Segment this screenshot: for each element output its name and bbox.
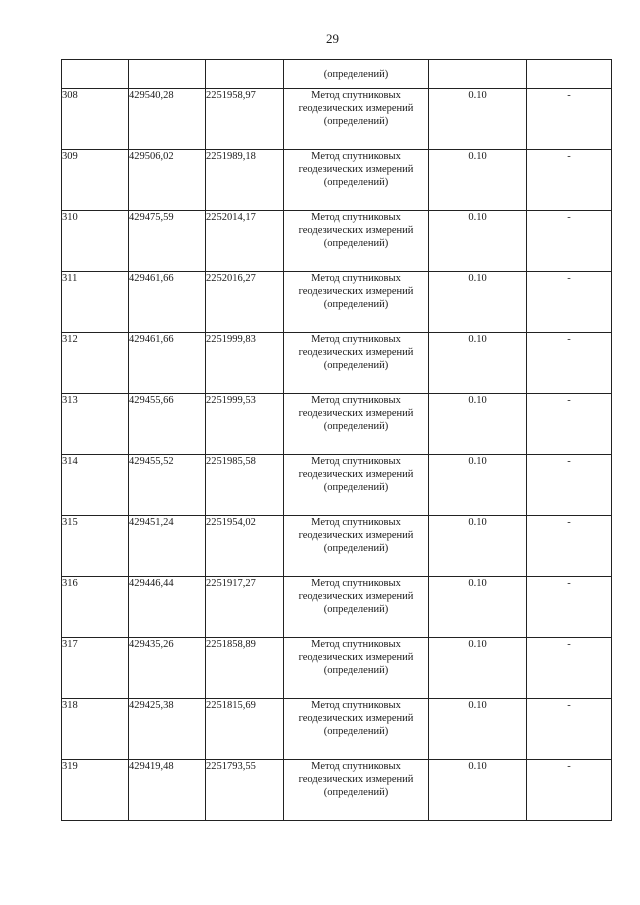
table-row <box>62 272 612 333</box>
table-row <box>62 89 612 150</box>
table-row <box>62 150 612 211</box>
table-cell-empty <box>206 60 284 89</box>
table-row <box>62 699 612 760</box>
method-line: (определений) <box>323 116 389 127</box>
method-line: геодезических измерений <box>298 774 414 785</box>
table-row <box>62 394 612 455</box>
y-coordinate-cell: 2252014,17 <box>206 211 284 272</box>
x-coordinate-cell: 429455,66 <box>129 394 206 455</box>
y-coordinate-cell: 2251858,89 <box>206 638 284 699</box>
method-cell <box>284 394 429 455</box>
x-coordinate-cell: 429455,52 <box>129 455 206 516</box>
dash-cell: - <box>527 638 612 699</box>
dash-cell: - <box>527 150 612 211</box>
page-number: 29 <box>326 31 339 46</box>
method-line: (определений) <box>323 421 389 432</box>
method-line: Метод спутниковых <box>311 151 401 162</box>
y-coordinate-cell: 2251999,83 <box>206 333 284 394</box>
point-number-cell: 317 <box>62 638 129 699</box>
dash-cell: - <box>527 699 612 760</box>
method-line: (определений) <box>323 726 389 737</box>
method-line: Метод спутниковых <box>311 334 401 345</box>
method-cell <box>284 333 429 394</box>
table-row <box>62 577 612 638</box>
method-line: (определений) <box>323 604 389 615</box>
method-cell <box>284 760 429 821</box>
accuracy-cell: 0.10 <box>429 455 527 516</box>
accuracy-cell: 0.10 <box>429 150 527 211</box>
x-coordinate-cell: 429461,66 <box>129 333 206 394</box>
dash-cell: - <box>527 211 612 272</box>
x-coordinate-cell: 429435,26 <box>129 638 206 699</box>
accuracy-cell: 0.10 <box>429 577 527 638</box>
method-cell <box>284 516 429 577</box>
dash-cell: - <box>527 455 612 516</box>
method-line: (определений) <box>323 482 389 493</box>
method-cell <box>284 638 429 699</box>
method-line: геодезических измерений <box>298 286 414 297</box>
point-number-cell: 316 <box>62 577 129 638</box>
point-number-cell: 319 <box>62 760 129 821</box>
table-row <box>62 455 612 516</box>
point-number-cell: 315 <box>62 516 129 577</box>
dash-cell: - <box>527 760 612 821</box>
point-number-cell: 311 <box>62 272 129 333</box>
x-coordinate-cell: 429425,38 <box>129 699 206 760</box>
y-coordinate-cell: 2251985,58 <box>206 455 284 516</box>
dash-cell: - <box>527 272 612 333</box>
point-number-cell: 313 <box>62 394 129 455</box>
method-line: геодезических измерений <box>298 591 414 602</box>
x-coordinate-cell: 429419,48 <box>129 760 206 821</box>
method-line: Метод спутниковых <box>311 761 401 772</box>
table-row <box>62 638 612 699</box>
method-line: Метод спутниковых <box>311 578 401 589</box>
accuracy-cell: 0.10 <box>429 89 527 150</box>
y-coordinate-cell: 2251958,97 <box>206 89 284 150</box>
point-number-cell: 310 <box>62 211 129 272</box>
accuracy-cell: 0.10 <box>429 394 527 455</box>
continuation-method-cell: (определений) <box>284 60 429 89</box>
table-row <box>62 516 612 577</box>
table-cell-empty <box>129 60 206 89</box>
y-coordinate-cell: 2251815,69 <box>206 699 284 760</box>
y-coordinate-cell: 2252016,27 <box>206 272 284 333</box>
point-number-cell: 308 <box>62 89 129 150</box>
method-line: (определений) <box>323 177 389 188</box>
method-line: Метод спутниковых <box>311 639 401 650</box>
method-line: (определений) <box>323 360 389 371</box>
accuracy-cell: 0.10 <box>429 211 527 272</box>
method-line: Метод спутниковых <box>311 517 401 528</box>
method-line: Метод спутниковых <box>311 90 401 101</box>
method-line: (определений) <box>323 665 389 676</box>
table-row <box>62 333 612 394</box>
accuracy-cell: 0.10 <box>429 272 527 333</box>
y-coordinate-cell: 2251793,55 <box>206 760 284 821</box>
accuracy-cell: 0.10 <box>429 699 527 760</box>
y-coordinate-cell: 2251999,53 <box>206 394 284 455</box>
method-line: Метод спутниковых <box>311 273 401 284</box>
method-cell <box>284 89 429 150</box>
method-line: (определений) <box>323 787 389 798</box>
method-cell <box>284 455 429 516</box>
point-number-cell: 318 <box>62 699 129 760</box>
method-cell <box>284 272 429 333</box>
table-cell-empty <box>527 60 612 89</box>
method-line: геодезических измерений <box>298 347 414 358</box>
accuracy-cell: 0.10 <box>429 516 527 577</box>
method-line: (определений) <box>323 238 389 249</box>
x-coordinate-cell: 429461,66 <box>129 272 206 333</box>
method-cell <box>284 150 429 211</box>
method-line: Метод спутниковых <box>311 700 401 711</box>
accuracy-cell: 0.10 <box>429 760 527 821</box>
accuracy-cell: 0.10 <box>429 638 527 699</box>
dash-cell: - <box>527 394 612 455</box>
y-coordinate-cell: 2251917,27 <box>206 577 284 638</box>
method-cell <box>284 699 429 760</box>
table-row <box>62 211 612 272</box>
dash-cell: - <box>527 89 612 150</box>
accuracy-cell: 0.10 <box>429 333 527 394</box>
x-coordinate-cell: 429451,24 <box>129 516 206 577</box>
method-cell <box>284 211 429 272</box>
x-coordinate-cell: 429506,02 <box>129 150 206 211</box>
table-cell-empty <box>429 60 527 89</box>
table-cell-empty <box>62 60 129 89</box>
y-coordinate-cell: 2251989,18 <box>206 150 284 211</box>
x-coordinate-cell: 429446,44 <box>129 577 206 638</box>
method-line: геодезических измерений <box>298 103 414 114</box>
continuation-row <box>62 60 612 89</box>
point-number-cell: 309 <box>62 150 129 211</box>
method-line: геодезических измерений <box>298 713 414 724</box>
method-line: геодезических измерений <box>298 408 414 419</box>
y-coordinate-cell: 2251954,02 <box>206 516 284 577</box>
method-line: геодезических измерений <box>298 225 414 236</box>
method-line: Метод спутниковых <box>311 456 401 467</box>
method-line: геодезических измерений <box>298 530 414 541</box>
dash-cell: - <box>527 516 612 577</box>
x-coordinate-cell: 429475,59 <box>129 211 206 272</box>
method-line: (определений) <box>323 543 389 554</box>
method-line: геодезических измерений <box>298 164 414 175</box>
method-cell <box>284 577 429 638</box>
table-row <box>62 760 612 821</box>
coordinates-table <box>61 59 612 821</box>
method-line: геодезических измерений <box>298 469 414 480</box>
method-line: (определений) <box>323 299 389 310</box>
point-number-cell: 312 <box>62 333 129 394</box>
method-line: Метод спутниковых <box>311 395 401 406</box>
x-coordinate-cell: 429540,28 <box>129 89 206 150</box>
dash-cell: - <box>527 333 612 394</box>
dash-cell: - <box>527 577 612 638</box>
method-line: геодезических измерений <box>298 652 414 663</box>
point-number-cell: 314 <box>62 455 129 516</box>
method-line: Метод спутниковых <box>311 212 401 223</box>
